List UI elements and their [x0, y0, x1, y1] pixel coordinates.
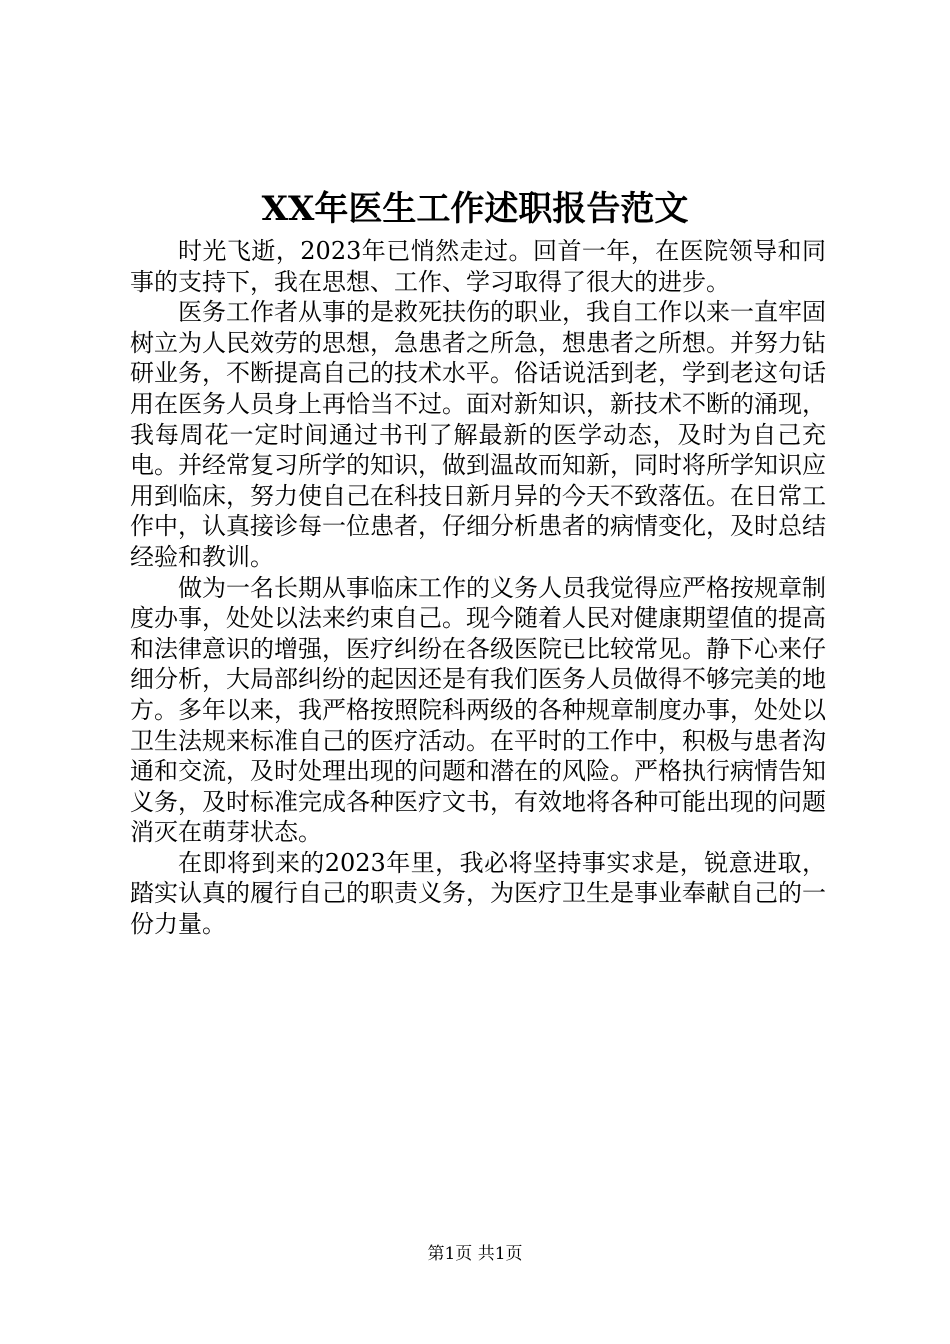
document-body	[130, 236, 826, 940]
paragraph-4: 在即将到来的2023年里，我必将坚持事实求是，锐意进取，踏实认真的履行自己的职责义务，为医疗卫生是事业奉献自己的一份力量。	[130, 848, 826, 939]
paragraph-3: 做为一名长期从事临床工作的义务人员我觉得应严格按规章制度办事，处处以法来约束自己。现今随着人民对健康期望值的提高和法律意识的增强，医疗纠纷在各级医院已比较常见。静下心来仔细分析，大局部纠纷的起因还是有我们医务人员做得不够完美的地方。多年以来，我严格按照院科两级的各种规章制度办事，处处以卫生法规来标准自己的医疗活动。在平时的工作中，积极与患者沟通和交流，及时处理出现的问题和潜在的风险。严格执行病情告知义务，及时标准完成各种医疗文书，有效地将各种可能出现的问题消灭在萌芽状态。	[130, 573, 826, 847]
paragraph-1: 时光飞逝，2023年已悄然走过。回首一年，在医院领导和同事的支持下，我在思想、工作、学习取得了很大的进步。	[130, 237, 826, 296]
document-title: XX年医生工作述职报告范文	[261, 189, 689, 229]
page-footer: 第1页 共1页	[427, 1244, 523, 1264]
paragraph-2: 医务工作者从事的是救死扶伤的职业，我自工作以来一直牢固树立为人民效劳的思想，急患者之所急，想患者之所想。并努力钻研业务，不断提高自己的技术水平。俗话说活到老，学到老这句话用在医务人员身上再恰当不过。面对新知识，新技术不断的涌现，我每周花一定时间通过书刊了解最新的医学动态，及时为自己充电。并经常复习所学的知识，做到温故而知新，同时将所学知识应用到临床，努力使自己在科技日新月异的今天不致落伍。在日常工作中，认真接诊每一位患者，仔细分析患者的病情变化，及时总结经验和教训。	[130, 298, 826, 571]
